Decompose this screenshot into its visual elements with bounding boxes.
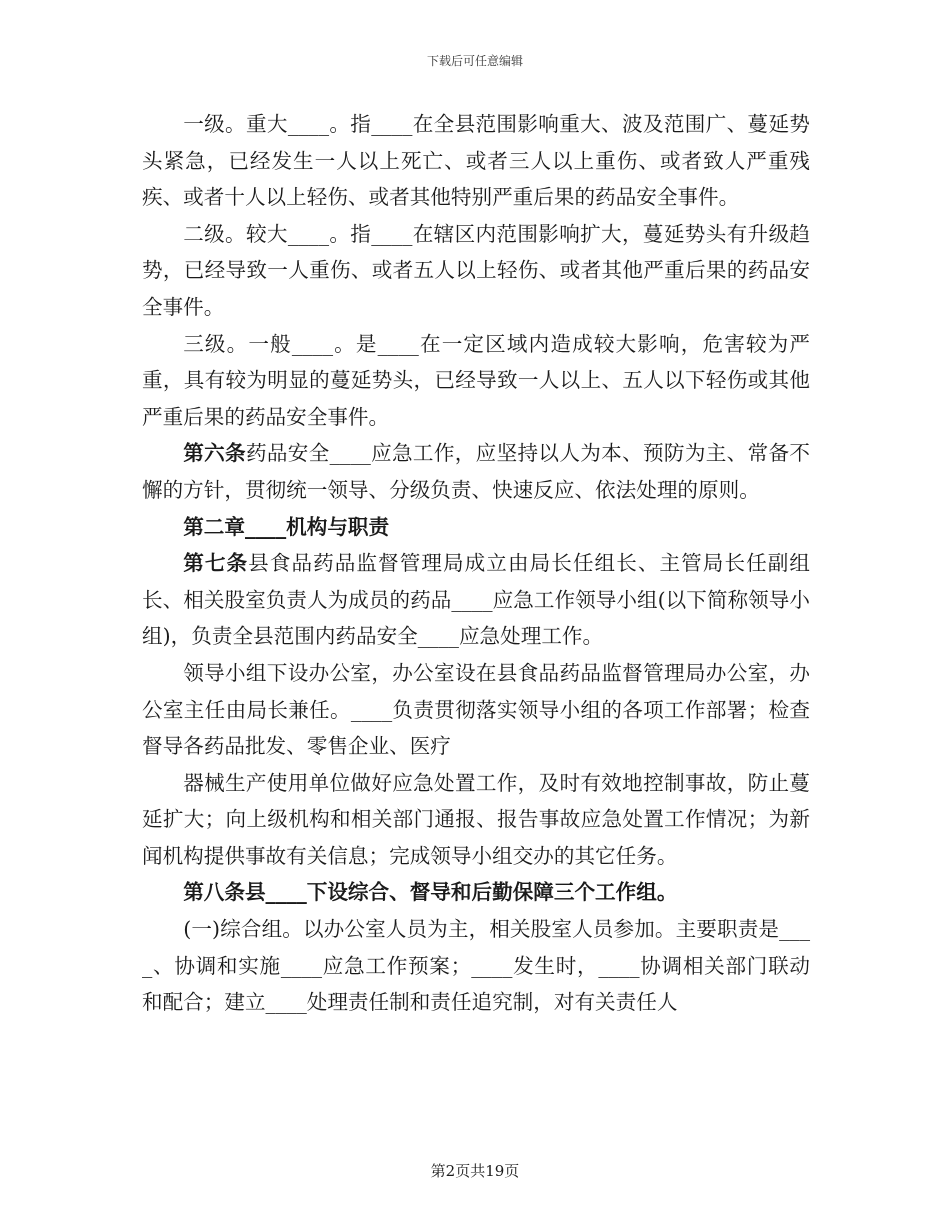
paragraph-level-one (142, 106, 810, 216)
paragraph-text: 一级。重大____。指____在全县范围影响重大、波及范围广、蔓延势头紧急，已经发生一人以上死亡、或者三人以上重伤、或者致人严重残疾、或者十人以上轻伤、或者其他特别严重后果的药品安全事件。 (142, 112, 810, 210)
paragraph-text: (一)综合组。以办公室人员为主，相关股室人员参加。主要职责是____、协调和实施____应急工作预案；____发生时，____协调相关部门联动和配合；建立____处理责任制和责任追究制，对有关责任人 (142, 917, 810, 1015)
page-number: 第2页共19页 (430, 1162, 520, 1180)
article-heading: 第八条县____下设综合、督导和后勤保障三个工作组。 (183, 880, 678, 905)
paragraph-text: 三级。一般____。是____在一定区域内造成较大影响，危害较为严重，具有较为明显的蔓延势头，已经导致一人以上、五人以下轻伤或其他严重后果的药品安全事件。 (142, 331, 810, 429)
paragraph-text: 领导小组下设办公室，办公室设在县食品药品监督管理局办公室，办公室主任由局长兼任。____负责贯彻落实领导小组的各项工作部署；检查督导各药品批发、零售企业、医疗 (142, 660, 810, 759)
paragraph-general-group (142, 911, 810, 1021)
paragraph-level-two (142, 216, 810, 326)
document-body (142, 106, 810, 1021)
paragraph-article-6 (142, 435, 810, 508)
chapter-2-heading (142, 509, 810, 546)
paragraph-text: 二级。较大____。指____在辖区内范围影响扩大，蔓延势头有升级趋势，已经导致一人重伤、或者五人以上轻伤、或者其他严重后果的药品安全事件。 (142, 221, 810, 319)
article-heading: 第六条 (183, 441, 246, 466)
chapter-heading: 第二章____机构与职责 (183, 514, 390, 539)
paragraph-level-three (142, 326, 810, 436)
paragraph-text: 器械生产使用单位做好应急处置工作，及时有效地控制事故，防止蔓延扩大；向上级机构和相关部门通报、报告事故应急处置工作情况；为新闻机构提供事故有关信息；完成领导小组交办的其它任务。 (142, 770, 810, 868)
paragraph-text: 药品安全____应急工作，应坚持以人为本、预防为主、常备不懈的方针，贯彻统一领导、分级负责、快速反应、依法处理的原则。 (142, 441, 811, 502)
paragraph-article-7 (142, 545, 810, 655)
paragraph-article-8 (142, 874, 810, 911)
page-header-note: 下载后可任意编辑 (426, 54, 523, 68)
paragraph-office-setup (142, 655, 810, 765)
paragraph-office-duties (142, 765, 810, 875)
paragraph-text: 县食品药品监督管理局成立由局长任组长、主管局长任副组长、相关股室负责人为成员的药品____应急工作领导小组(以下简称领导小组)，负责全县范围内药品安全____应急处理工作。 (142, 551, 810, 649)
article-heading: 第七条 (183, 551, 249, 576)
